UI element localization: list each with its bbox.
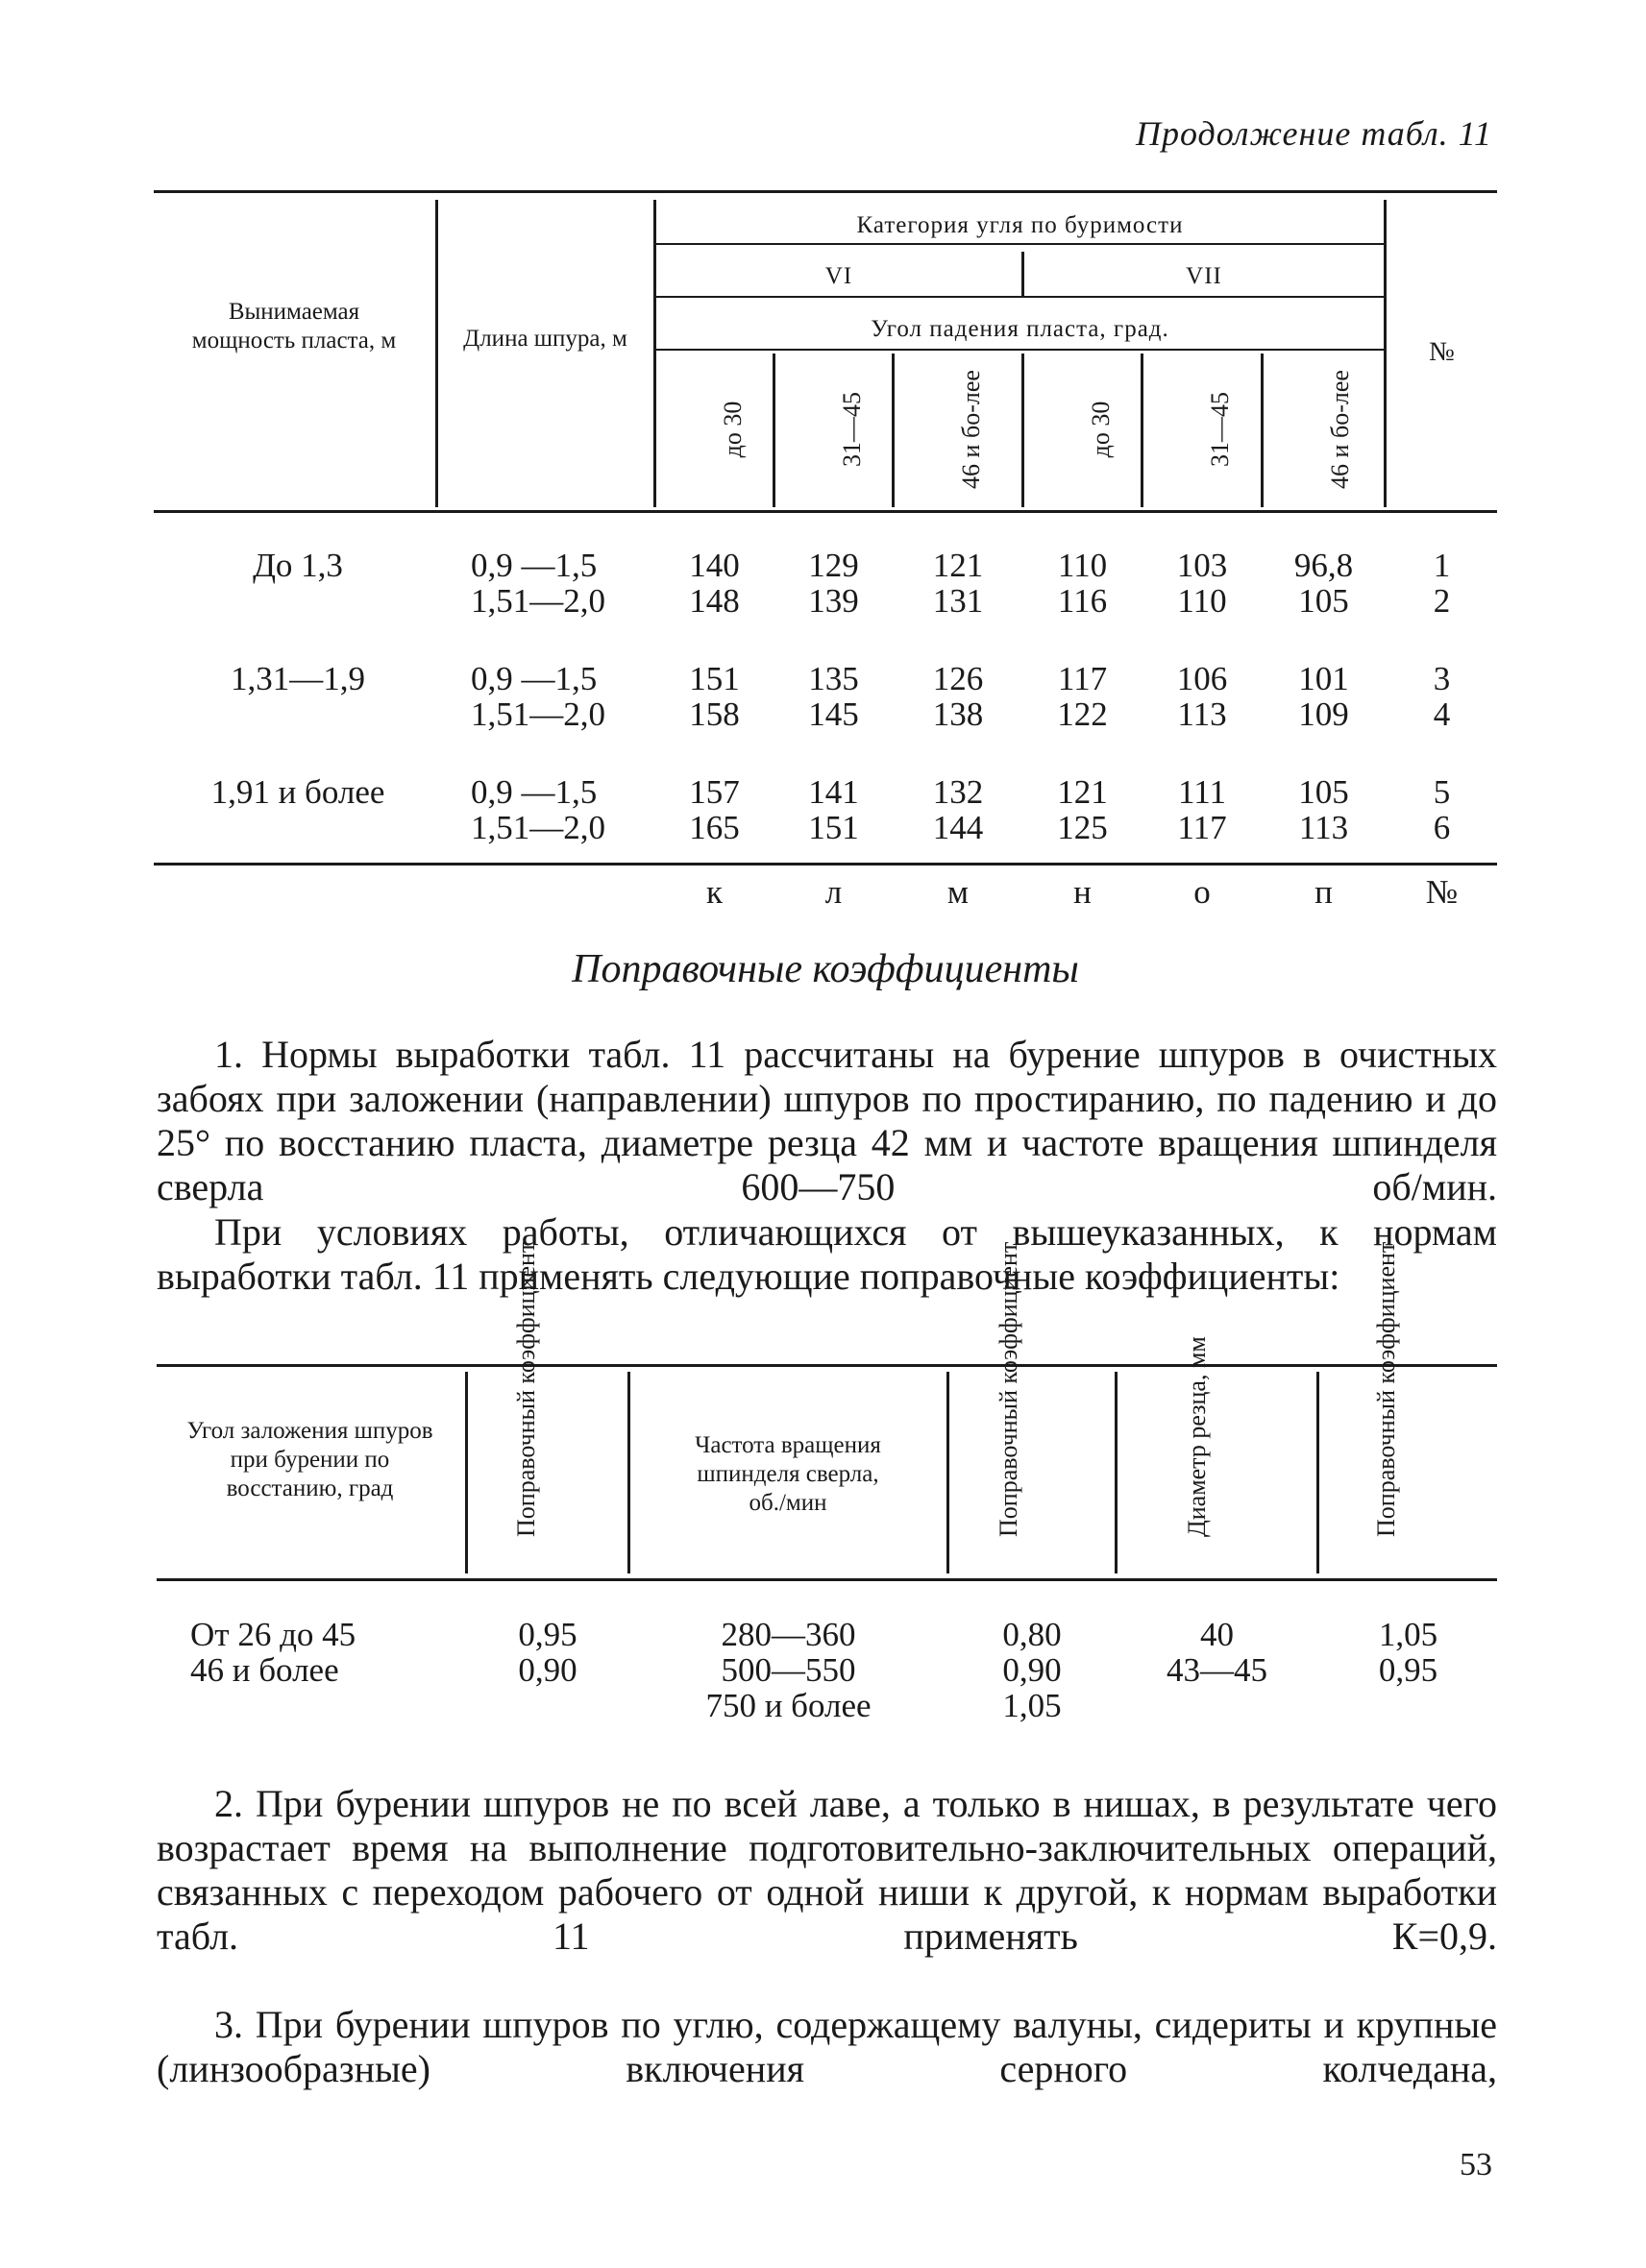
col-header-diameter: Диаметр резца, мм xyxy=(1183,1336,1211,1537)
table-cell: 121 xyxy=(932,547,984,584)
divider xyxy=(773,354,775,507)
sub-col-header: 31—45 xyxy=(838,392,866,467)
coefficient-value: 0,95 xyxy=(518,1616,577,1653)
row-length: 1,51—2,0 xyxy=(471,809,605,846)
divider xyxy=(1316,1372,1319,1573)
table-cell: 126 xyxy=(932,660,984,697)
col-header-coefficient: Поправочный коэффициент xyxy=(1372,1241,1400,1537)
table-cell: 141 xyxy=(808,773,859,811)
table-cell: 135 xyxy=(808,660,859,697)
footer-num: № xyxy=(1425,873,1459,911)
paragraph-4: 3. При бурении шпуров по углю, содержащему валуны, сидериты и крупные (линзообразные) включения серного колчедана, xyxy=(157,2003,1497,2090)
row-thickness: 1,31—1,9 xyxy=(231,660,365,697)
divider xyxy=(1261,354,1264,507)
table-cell: 157 xyxy=(689,773,740,811)
sub-col-header: до 30 xyxy=(1087,401,1115,458)
row-thickness: 1,91 и более xyxy=(210,773,385,811)
sub-col-header: до 30 xyxy=(719,401,747,458)
table-header-rule xyxy=(154,510,1497,513)
divider xyxy=(1141,354,1143,507)
frequency-value: 750 и более xyxy=(705,1687,872,1724)
row-length: 1,51—2,0 xyxy=(471,695,605,733)
coefficient-value: 0,90 xyxy=(518,1651,577,1689)
table-cell: 138 xyxy=(932,695,984,733)
row-number: 3 xyxy=(1433,660,1451,697)
row-length: 1,51—2,0 xyxy=(471,582,605,620)
col-header-length: Длина шпура, м xyxy=(463,326,627,352)
divider xyxy=(465,1372,468,1573)
running-header: Продолжение табл. 11 xyxy=(1135,114,1492,153)
row-number: 5 xyxy=(1433,773,1451,811)
table-cell: 110 xyxy=(1057,547,1108,584)
coefficient-value: 0,80 xyxy=(1002,1616,1062,1653)
paragraph-3: 2. При бурении шпуров не по всей лаве, а только в нишах, в результате чего возрастает время на выполнение подготовительно-заключительных операций, связанных с переходом рабочего от одной ниши к другой, к нормам выработки табл. 11 применять К=0,9. xyxy=(157,1782,1497,1958)
divider xyxy=(946,1372,949,1573)
col-header-thickness: Вынимаемая мощность пласта, м xyxy=(191,299,397,354)
paragraph-2: При условиях работы, отличающихся от вышеуказанных, к нормам выработки табл. 11 применять следующие поправочные коэффициенты: xyxy=(157,1210,1497,1298)
col-header-num: № xyxy=(1429,337,1455,367)
divider xyxy=(656,349,1384,351)
table-cell: 101 xyxy=(1298,660,1349,697)
row-length: 0,9 —1,5 xyxy=(471,547,598,584)
frequency-value: 500—550 xyxy=(721,1651,856,1689)
table-cell: 148 xyxy=(689,582,740,620)
table-cell: 111 xyxy=(1178,773,1226,811)
sub-col-header: 31—45 xyxy=(1206,392,1234,467)
row-thickness: До 1,3 xyxy=(253,547,343,584)
sub-col-header: 46 и бо-лее xyxy=(1326,370,1354,489)
table-bottom-rule xyxy=(154,863,1497,866)
footer-letter: о xyxy=(1193,873,1211,911)
divider xyxy=(653,200,656,507)
footer-letter: м xyxy=(946,873,970,911)
page-number: 53 xyxy=(1460,2147,1492,2183)
table-cell: 140 xyxy=(689,547,740,584)
table-cell: 103 xyxy=(1176,547,1228,584)
divider xyxy=(1115,1372,1118,1573)
table-cell: 105 xyxy=(1298,582,1349,620)
sub-col-header: 46 и бо-лее xyxy=(957,370,985,489)
col-header-frequency: Частота вращения шпинделя сверла, об./мин xyxy=(695,1432,881,1516)
diameter-value: 43—45 xyxy=(1167,1651,1267,1689)
table-top-rule xyxy=(154,190,1497,193)
paragraph-1: 1. Нормы выработки табл. 11 рассчитаны на бурение шпуров в очистных забоях при заложении (направлении) шпуров по простиранию, по падению и до 25° по восстанию пласта, диаметре резца 42 мм и частоте вращения шпинделя сверла 600—750 об/мин. xyxy=(157,1033,1497,1208)
row-number: 1 xyxy=(1433,547,1451,584)
table-cell: 151 xyxy=(808,809,859,846)
table-cell: 165 xyxy=(689,809,740,846)
table-header-rule xyxy=(157,1578,1497,1581)
section-title: Поправочные коэффициенты xyxy=(572,947,1079,991)
footer-letter: н xyxy=(1073,873,1092,911)
table-cell: 105 xyxy=(1298,773,1349,811)
table-cell: 139 xyxy=(808,582,859,620)
diameter-value: 40 xyxy=(1200,1616,1234,1653)
table-cell: 106 xyxy=(1176,660,1228,697)
table-cell: 116 xyxy=(1057,582,1108,620)
table-cell: 117 xyxy=(1177,809,1227,846)
divider xyxy=(892,354,895,507)
col-header-cat-vii: VII xyxy=(1186,263,1222,289)
footer-letter: п xyxy=(1314,873,1333,911)
table-cell: 158 xyxy=(689,695,740,733)
table-cell: 113 xyxy=(1298,809,1349,846)
coefficient-value: 1,05 xyxy=(1002,1687,1062,1724)
coefficient-value: 1,05 xyxy=(1378,1616,1438,1653)
row-length: 0,9 —1,5 xyxy=(471,773,598,811)
table-cell: 131 xyxy=(932,582,984,620)
row-length: 0,9 —1,5 xyxy=(471,660,598,697)
table-cell: 117 xyxy=(1057,660,1108,697)
table-cell: 109 xyxy=(1298,695,1349,733)
divider xyxy=(627,1372,630,1573)
table-cell: 125 xyxy=(1057,809,1108,846)
table-cell: 144 xyxy=(932,809,984,846)
coefficient-value: 0,90 xyxy=(1002,1651,1062,1689)
col-header-cat-vi: VI xyxy=(824,263,853,289)
table-cell: 122 xyxy=(1057,695,1108,733)
col-header-coefficient: Поправочный коэффициент xyxy=(995,1241,1022,1537)
divider xyxy=(435,200,438,507)
table-cell: 110 xyxy=(1177,582,1227,620)
frequency-value: 280—360 xyxy=(721,1616,856,1653)
angle-value: 46 и более xyxy=(190,1651,339,1689)
table-top-rule xyxy=(157,1364,1497,1367)
table-cell: 151 xyxy=(689,660,740,697)
row-number: 4 xyxy=(1433,695,1451,733)
footer-letter: к xyxy=(705,873,723,911)
table-cell: 145 xyxy=(808,695,859,733)
col-header-coefficient: Поправочный коэффициент xyxy=(512,1241,540,1537)
table-cell: 132 xyxy=(932,773,984,811)
angle-value: От 26 до 45 xyxy=(190,1616,356,1653)
coefficient-value: 0,95 xyxy=(1378,1651,1438,1689)
footer-letter: л xyxy=(824,873,843,911)
divider xyxy=(656,243,1384,245)
col-header-angle: Угол заложения шпуров при бурении по восстанию, град xyxy=(186,1418,433,1501)
table-cell: 121 xyxy=(1057,773,1108,811)
table-cell: 129 xyxy=(808,547,859,584)
table-cell: 96,8 xyxy=(1293,547,1354,584)
divider xyxy=(1021,354,1024,507)
row-number: 6 xyxy=(1433,809,1451,846)
col-header-angle: Угол падения пласта, град. xyxy=(871,316,1169,342)
table-cell: 113 xyxy=(1177,695,1227,733)
row-number: 2 xyxy=(1433,582,1451,620)
divider xyxy=(656,296,1384,298)
col-header-category: Категория угля по буримости xyxy=(856,212,1184,238)
